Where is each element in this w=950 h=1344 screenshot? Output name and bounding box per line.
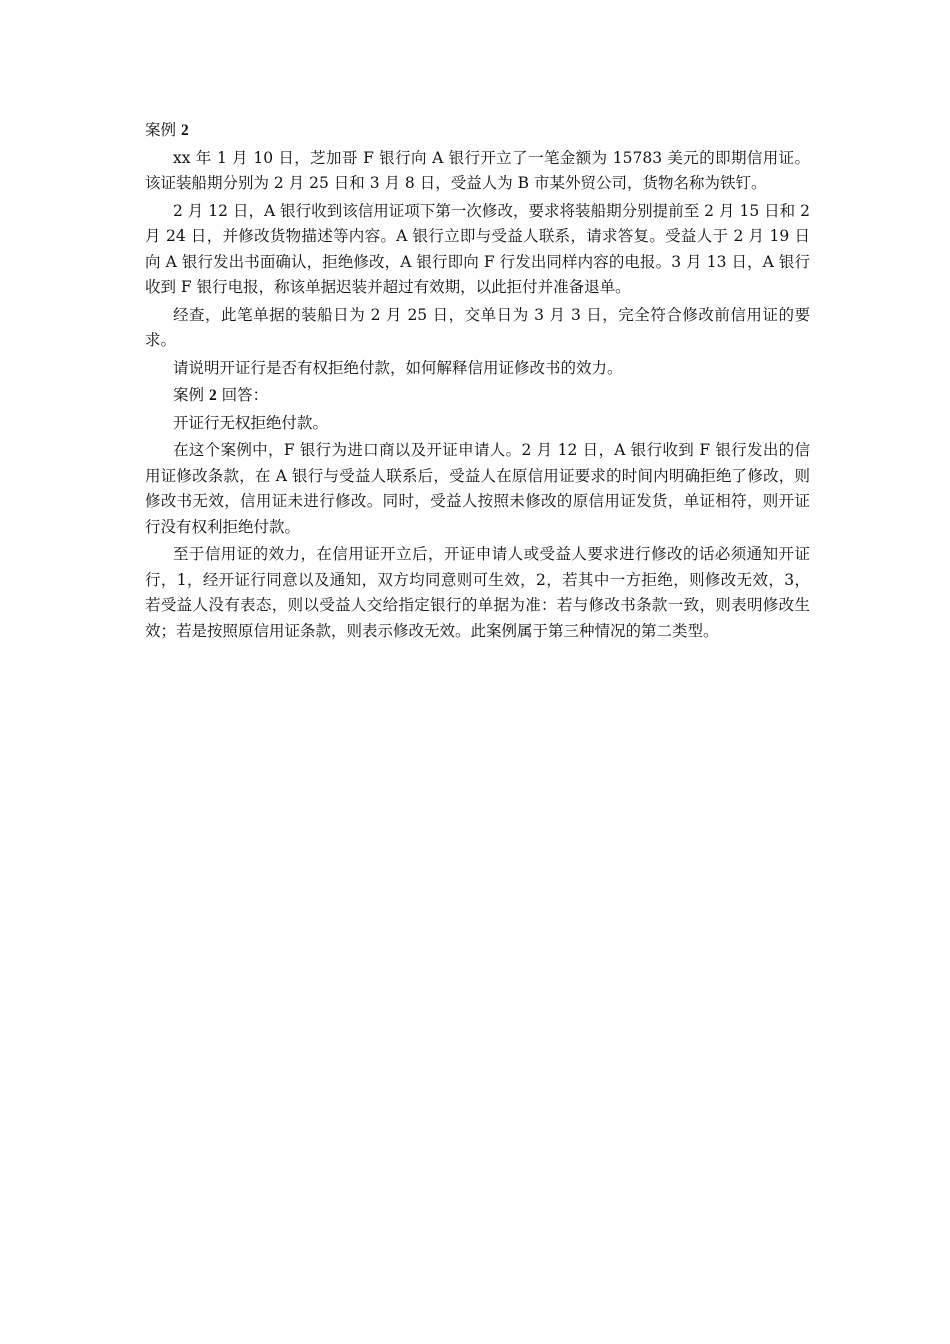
case-heading-number: 2 [180,122,189,139]
answer-heading-suffix: 回答： [216,386,269,404]
document-body [145,118,810,646]
answer-paragraph-1: 开证行无权拒绝付款。 [173,413,329,432]
answer-paragraph-2: 在这个案例中，F 银行为进口商以及开证申请人。2 月 12 日，A 银行收到 F 银行发出的信用证修改条款，在 A 银行与受益人联系后，受益人在原信用证要求的时间内明确拒绝了修改，则修改书无效，信用证未进行修改。同时，受益人按照未修改的原信用证发货，单证相符，则开证行没有权利拒绝付款。 [145,441,810,536]
paragraph-4: 请说明开证行是否有权拒绝付款，如何解释信用证修改书的效力。 [173,358,623,377]
paragraph-3: 经查，此笔单据的装船日为 2 月 25 日，交单日为 3 月 3 日，完全符合修改前信用证的要求。 [145,305,810,349]
case-heading [145,118,810,144]
answer-paragraph-3: 至于信用证的效力，在信用证开立后，开证申请人或受益人要求进行修改的话必须通知开证行，1，经开证行同意以及通知，双方均同意则可生效，2，若其中一方拒绝，则修改无效，3，若受益人没有表态，则以受益人交给指定银行的单据为准：若与修改书条款一致，则表明修改生效；若是按照原信用证条款，则表示修改无效。此案例属于第三种情况的第二类型。 [145,545,810,640]
answer-heading-number: 2 [208,387,217,404]
answer-heading [145,383,810,409]
paragraph-2: 2 月 12 日，A 银行收到该信用证项下第一次修改，要求将装船期分别提前至 2 月 15 日和 2 月 24 日，并修改货物描述等内容。A 银行立即与受益人联系，请求答复。受益人于 2 月 19 日向 A 银行发出书面确认，拒绝修改，A 银行即向 F 行发出同样内容的电报。3 月 13 日，A 银行收到 F 银行电报，称该单据迟装并超过有效期，以此拒付并准备退单。 [145,201,810,296]
answer-heading-label: 案例 [173,386,205,404]
case-heading-label: 案例 [145,121,177,139]
paragraph-1: xx 年 1 月 10 日，芝加哥 F 银行向 A 银行开立了一笔金额为 15783 美元的即期信用证。该证装船期分别为 2 月 25 日和 3 月 8 日，受益人为 B 市某外贸公司，货物名称为铁钉。 [145,148,810,192]
